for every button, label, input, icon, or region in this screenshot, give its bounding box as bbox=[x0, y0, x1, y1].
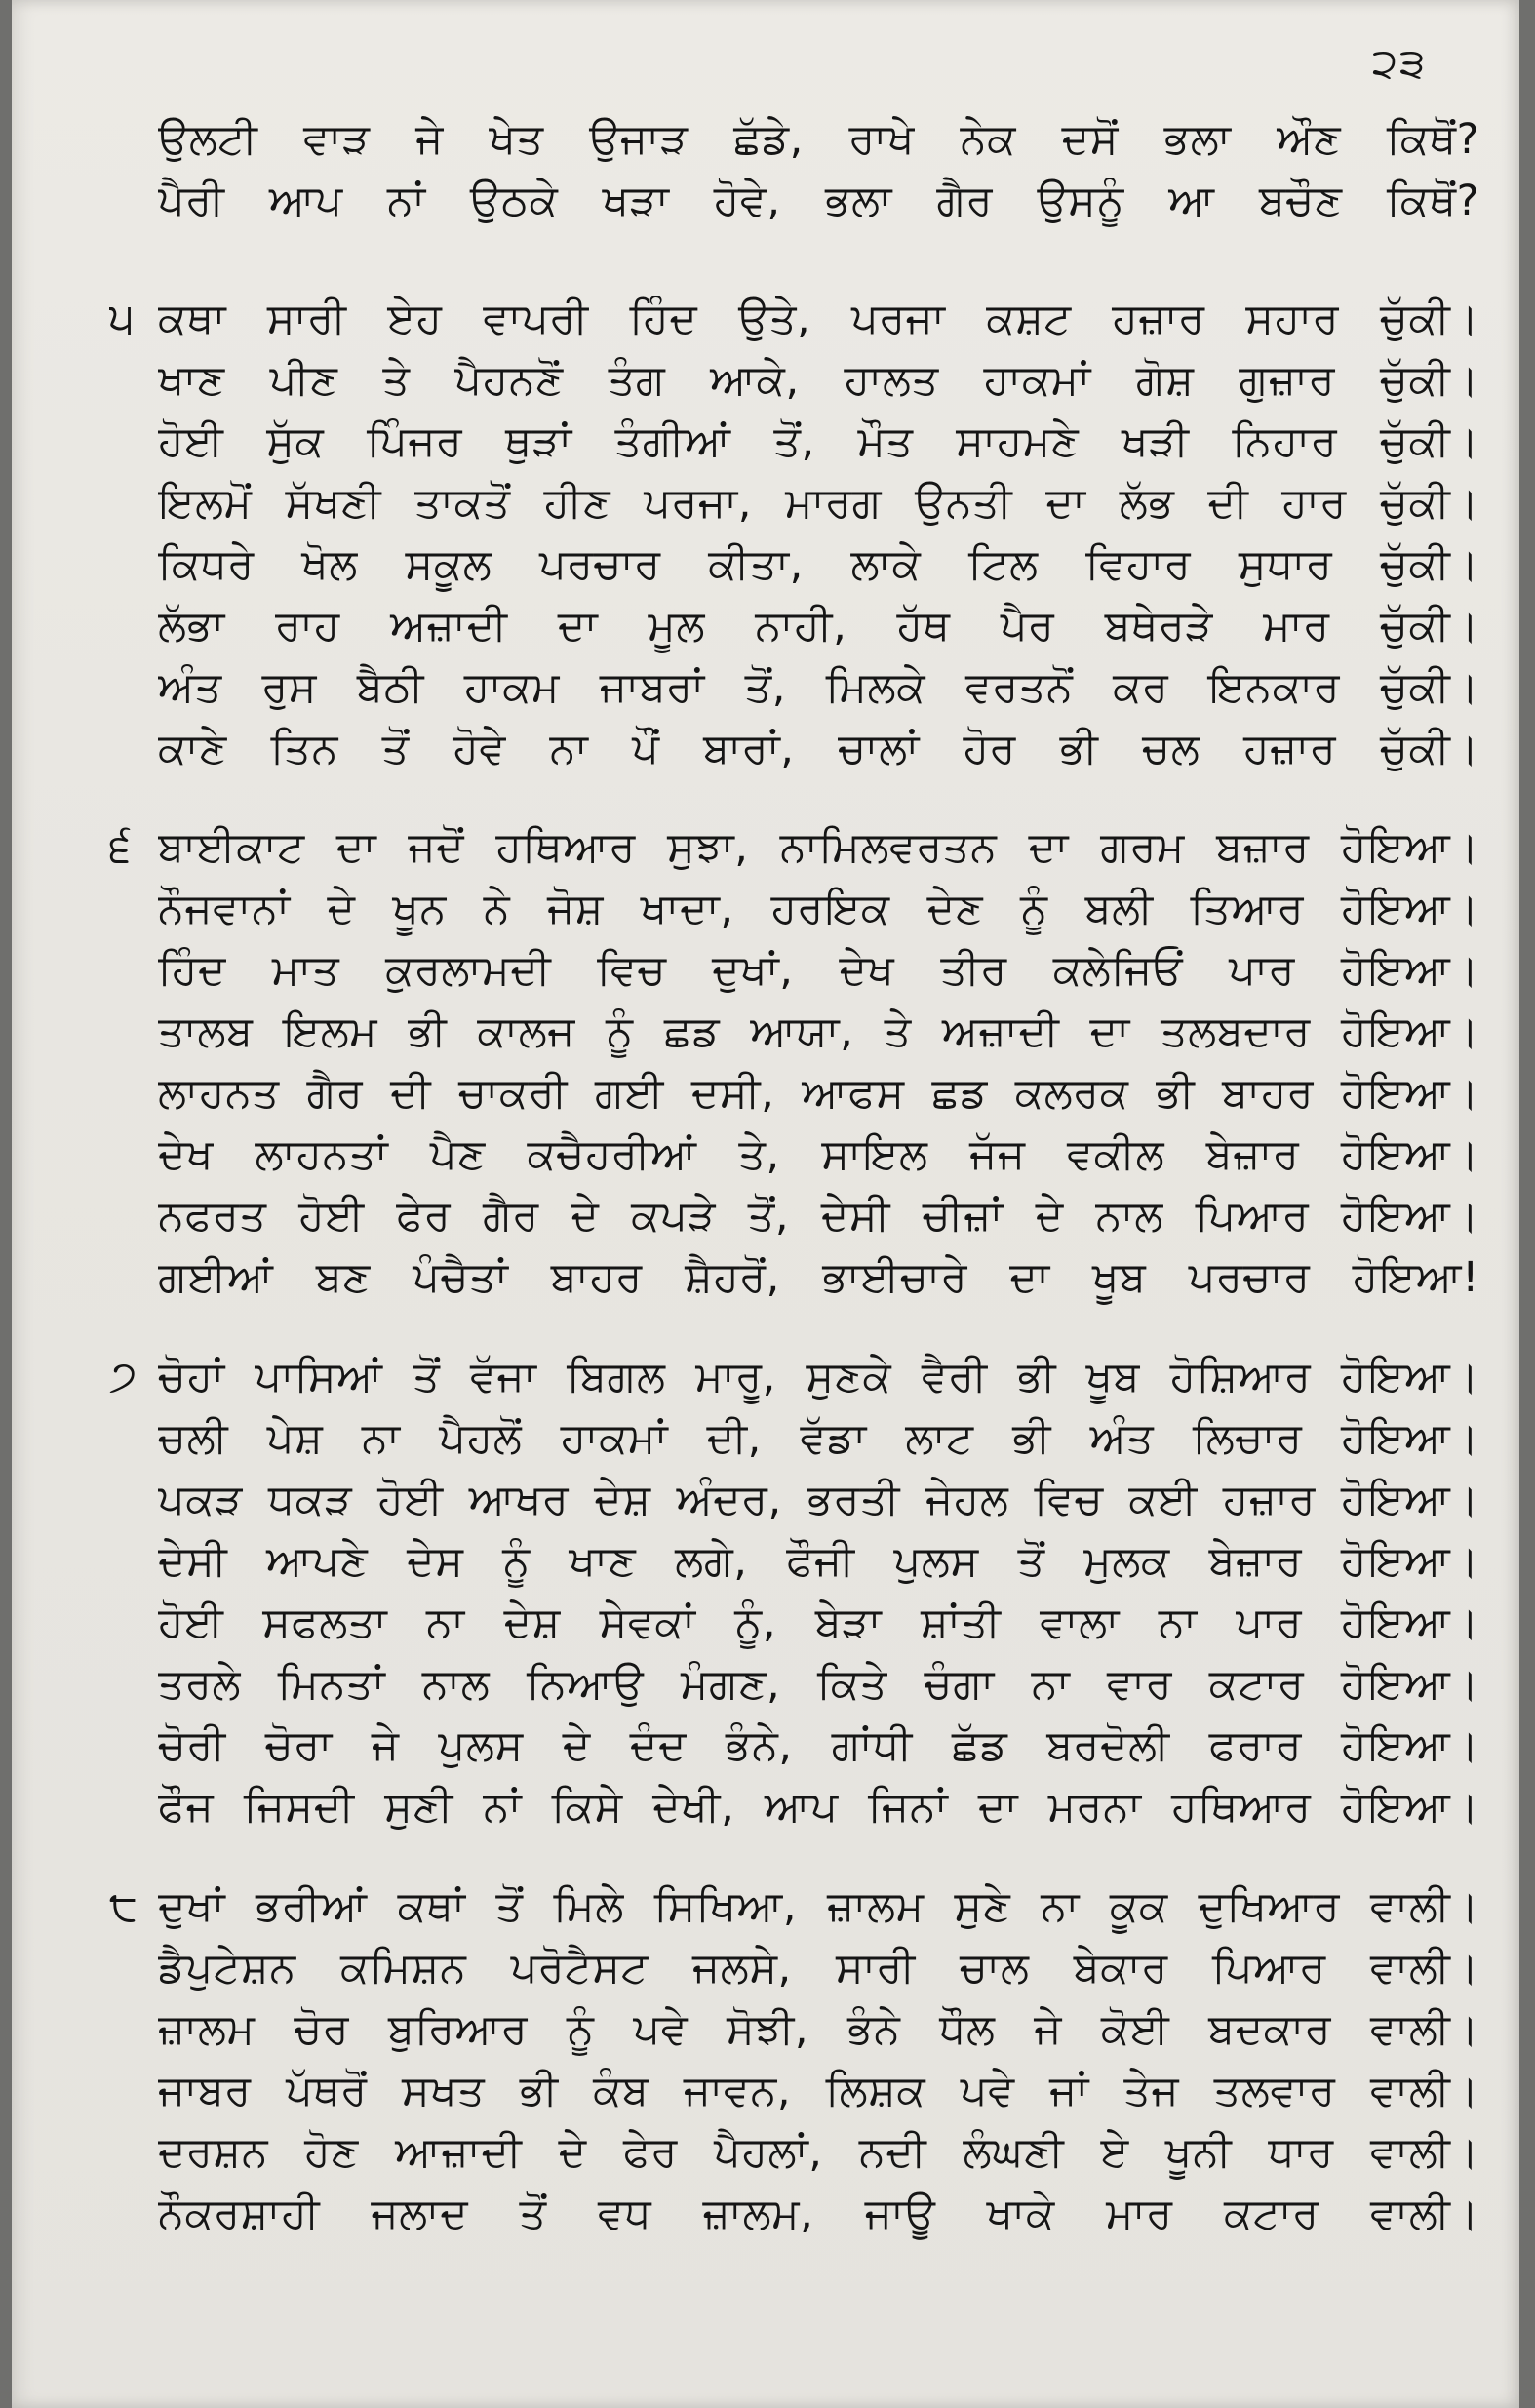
verse-line: ਲੱਭਾ ਰਾਹ ਅਜ਼ਾਦੀ ਦਾ ਮੂਲ ਨਾਹੀ, ਹੱਥ ਪੈਰ ਬਥੇਰੜੇ ਮਾਰ ਚੁੱਕੀ। bbox=[158, 602, 1479, 651]
stanza-number: ੫ bbox=[109, 294, 135, 343]
book-page bbox=[12, 0, 1519, 2408]
verse-line: ਜਾਬਰ ਪੱਥਰੋਂ ਸਖਤ ਭੀ ਕੰਬ ਜਾਵਨ, ਲਿਸ਼ਕ ਪਵੇ ਜਾਂ ਤੇਜ ਤਲਵਾਰ ਵਾਲੀ। bbox=[158, 2067, 1479, 2115]
verse-line: ਲਾਹਨਤ ਗੈਰ ਦੀ ਚਾਕਰੀ ਗਈ ਦਸੀ, ਆਫਸ ਛਡ ਕਲਰਕ ਭੀ ਬਾਹਰ ਹੋਇਆ। bbox=[158, 1069, 1479, 1118]
verse-line: ਨੌਜਵਾਨਾਂ ਦੇ ਖੂਨ ਨੇ ਜੋਸ਼ ਖਾਦਾ, ਹਰਇਕ ਦੇਣ ਨੂੰ ਬਲੀ ਤਿਆਰ ਹੋਇਆ। bbox=[158, 885, 1479, 933]
verse-line: ਕਿਧਰੇ ਖੋਲ ਸਕੂਲ ਪਰਚਾਰ ਕੀਤਾ, ਲਾਕੇ ਟਿਲ ਵਿਹਾਰ ਸੁਧਾਰ ਚੁੱਕੀ। bbox=[158, 540, 1479, 589]
verse-line: ਹੋਈ ਸੁੱਕ ਪਿੰਜਰ ਥੁੜਾਂ ਤੰਗੀਆਂ ਤੋਂ, ਮੌਤ ਸਾਹਮਣੇ ਖੜੀ ਨਿਹਾਰ ਚੁੱਕੀ। bbox=[158, 417, 1479, 466]
verse-line: ਨੌਕਰਸ਼ਾਹੀ ਜਲਾਦ ਤੋਂ ਵਧ ਜ਼ਾਲਮ, ਜਾਊ ਖਾਕੇ ਮਾਰ ਕਟਾਰ ਵਾਲੀ। bbox=[158, 2190, 1479, 2238]
stanza-number: ੮ bbox=[109, 1881, 138, 1931]
verse-line: ਜ਼ਾਲਮ ਚੋਰ ਬੁਰਿਆਰ ਨੂੰ ਪਵੇ ਸੋਝੀ, ਭੰਨੇ ਧੌਲ ਜੇ ਕੋਈ ਬਦਕਾਰ ਵਾਲੀ। bbox=[158, 2005, 1479, 2054]
verse-line: ਚੋਹਾਂ ਪਾਸਿਆਂ ਤੋਂ ਵੱਜਾ ਬਿਗਲ ਮਾਰੂ, ਸੁਣਕੇ ਵੈਰੀ ਭੀ ਖੂਬ ਹੋਸ਼ਿਆਰ ਹੋਇਆ। bbox=[158, 1353, 1479, 1401]
verse-line: ਡੈਪੁਟੇਸ਼ਨ ਕਮਿਸ਼ਨ ਪਰੋਟੈਸਟ ਜਲਸੇ, ਸਾਰੀ ਚਾਲ ਬੇਕਾਰ ਪਿਆਰ ਵਾਲੀ। bbox=[158, 1944, 1479, 1993]
page-number: ੨੩ bbox=[1372, 39, 1428, 87]
verse-line: ਕਾਣੇ ਤਿਨ ਤੋਂ ਹੋਵੇ ਨਾ ਪੌਂ ਬਾਰਾਂ, ਚਾਲਾਂ ਹੋਰ ਭੀ ਚਲ ਹਜ਼ਾਰ ਚੁੱਕੀ। bbox=[158, 725, 1479, 773]
verse-line: ਇਲਮੋਂ ਸੱਖਣੀ ਤਾਕਤੋਂ ਹੀਣ ਪਰਜਾ, ਮਾਰਗ ਉਨਤੀ ਦਾ ਲੱਭ ਦੀ ਹਾਰ ਚੁੱਕੀ। bbox=[158, 479, 1479, 528]
stanza-number: ੬ bbox=[109, 822, 132, 872]
verse-line: ਤਰਲੇ ਮਿਨਤਾਂ ਨਾਲ ਨਿਆਉ ਮੰਗਣ, ਕਿਤੇ ਚੰਗਾ ਨਾ ਵਾਰ ਕਟਾਰ ਹੋਇਆ। bbox=[158, 1660, 1479, 1709]
verse-line: ਚਲੀ ਪੇਸ਼ ਨਾ ਪੈਹਲੋਂ ਹਾਕਮਾਂ ਦੀ, ਵੱਡਾ ਲਾਟ ਭੀ ਅੰਤ ਲਿਚਾਰ ਹੋਇਆ। bbox=[158, 1414, 1479, 1463]
verse-line: ਹੋਈ ਸਫਲਤਾ ਨਾ ਦੇਸ਼ ਸੇਵਕਾਂ ਨੂੰ, ਬੇੜਾ ਸ਼ਾਂਤੀ ਵਾਲਾ ਨਾ ਪਾਰ ਹੋਇਆ। bbox=[158, 1599, 1479, 1647]
verse-line: ਹਿੰਦ ਮਾਤ ਕੁਰਲਾਮਦੀ ਵਿਚ ਦੁਖਾਂ, ਦੇਖ ਤੀਰ ਕਲੇਜਿਓਂ ਪਾਰ ਹੋਇਆ। bbox=[158, 946, 1479, 995]
verse-line: ਫੌਜ ਜਿਸਦੀ ਸੁਣੀ ਨਾਂ ਕਿਸੇ ਦੇਖੀ, ਆਪ ਜਿਨਾਂ ਦਾ ਮਰਨਾ ਹਥਿਆਰ ਹੋਇਆ। bbox=[158, 1783, 1479, 1832]
verse-line: ਦੇਸੀ ਆਪਣੇ ਦੇਸ ਨੂੰ ਖਾਣ ਲਗੇ, ਫੌਜੀ ਪੁਲਸ ਤੋਂ ਮੁਲਕ ਬੇਜ਼ਾਰ ਹੋਇਆ। bbox=[158, 1537, 1479, 1586]
verse-line: ਪੈਰੀ ਆਪ ਨਾਂ ਉਠਕੇ ਖੜਾ ਹੋਵੇ, ਭਲਾ ਗੈਰ ਉਸਨੂੰ ਆ ਬਚੌਣ ਕਿਥੋਂ? bbox=[158, 177, 1479, 225]
verse-line: ਬਾਈਕਾਟ ਦਾ ਜਦੋਂ ਹਥਿਆਰ ਸੁਝਾ, ਨਾਮਿਲਵਰਤਨ ਦਾ ਗਰਮ ਬਜ਼ਾਰ ਹੋਇਆ। bbox=[158, 823, 1479, 872]
verse-line: ਨਫਰਤ ਹੋਈ ਫੇਰ ਗੈਰ ਦੇ ਕਪੜੇ ਤੋਂ, ਦੇਸੀ ਚੀਜ਼ਾਂ ਦੇ ਨਾਲ ਪਿਆਰ ਹੋਇਆ। bbox=[158, 1192, 1479, 1241]
verse-line: ਗਈਆਂ ਬਣ ਪੰਚੈਤਾਂ ਬਾਹਰ ਸ਼ੈਹਰੋਂ, ਭਾਈਚਾਰੇ ਦਾ ਖੂਬ ਪਰਚਾਰ ਹੋਇਆ! bbox=[158, 1253, 1479, 1302]
verse-line: ਤਾਲਬ ਇਲਮ ਭੀ ਕਾਲਜ ਨੂੰ ਛਡ ਆਯਾ, ਤੇ ਅਜ਼ਾਦੀ ਦਾ ਤਲਬਦਾਰ ਹੋਇਆ। bbox=[158, 1007, 1479, 1056]
verse-line: ਦੁਖਾਂ ਭਰੀਆਂ ਕਥਾਂ ਤੋਂ ਮਿਲੇ ਸਿਖਿਆ, ਜ਼ਾਲਮ ਸੁਣੇ ਨਾ ਕੂਕ ਦੁਖਿਆਰ ਵਾਲੀ। bbox=[158, 1882, 1479, 1931]
verse-line: ਖਾਣ ਪੀਣ ਤੇ ਪੈਹਨਣੋਂ ਤੰਗ ਆਕੇ, ਹਾਲਤ ਹਾਕਮਾਂ ਗੋਸ਼ ਗੁਜ਼ਾਰ ਚੁੱਕੀ। bbox=[158, 356, 1479, 405]
verse-line: ਅੰਤ ਰੁਸ ਬੈਠੀ ਹਾਕਮ ਜਾਬਰਾਂ ਤੋਂ, ਮਿਲਕੇ ਵਰਤਨੋਂ ਕਰ ਇਨਕਾਰ ਚੁੱਕੀ। bbox=[158, 663, 1479, 712]
verse-line: ਕਥਾ ਸਾਰੀ ਏਹ ਵਾਪਰੀ ਹਿੰਦ ਉਤੇ, ਪਰਜਾ ਕਸ਼ਟ ਹਜ਼ਾਰ ਸਹਾਰ ਚੁੱਕੀ। bbox=[158, 295, 1479, 343]
verse-line: ਦਰਸ਼ਨ ਹੋਣ ਆਜ਼ਾਦੀ ਦੇ ਫੇਰ ਪੈਹਲਾਂ, ਨਦੀ ਲੰਘਣੀ ਏ ਖੂਨੀ ਧਾਰ ਵਾਲੀ। bbox=[158, 2128, 1479, 2177]
verse-line: ਪਕੜ ਧਕੜ ਹੋਈ ਆਖਰ ਦੇਸ਼ ਅੰਦਰ, ਭਰਤੀ ਜੇਹਲ ਵਿਚ ਕਈ ਹਜ਼ਾਰ ਹੋਇਆ। bbox=[158, 1476, 1479, 1524]
verse-line: ਦੇਖ ਲਾਹਨਤਾਂ ਪੈਣ ਕਚੈਹਰੀਆਂ ਤੇ, ਸਾਇਲ ਜੱਜ ਵਕੀਲ ਬੇਜ਼ਾਰ ਹੋਇਆ। bbox=[158, 1130, 1479, 1179]
verse-line: ਚੋਰੀ ਚੋਰਾ ਜੇ ਪੁਲਸ ਦੇ ਦੰਦ ਭੰਨੇ, ਗਾਂਧੀ ਛੱਡ ਬਰਦੋਲੀ ਫਰਾਰ ਹੋਇਆ। bbox=[158, 1721, 1479, 1770]
verse-line: ਉਲਟੀ ਵਾੜ ਜੇ ਖੇਤ ਉਜਾੜ ਛੱਡੇ, ਰਾਖੇ ਨੇਕ ਦਸੋਂ ਭਲਾ ਔਣ ਕਿਥੋਂ? bbox=[158, 115, 1479, 164]
stanza-number: ੭ bbox=[109, 1352, 138, 1401]
